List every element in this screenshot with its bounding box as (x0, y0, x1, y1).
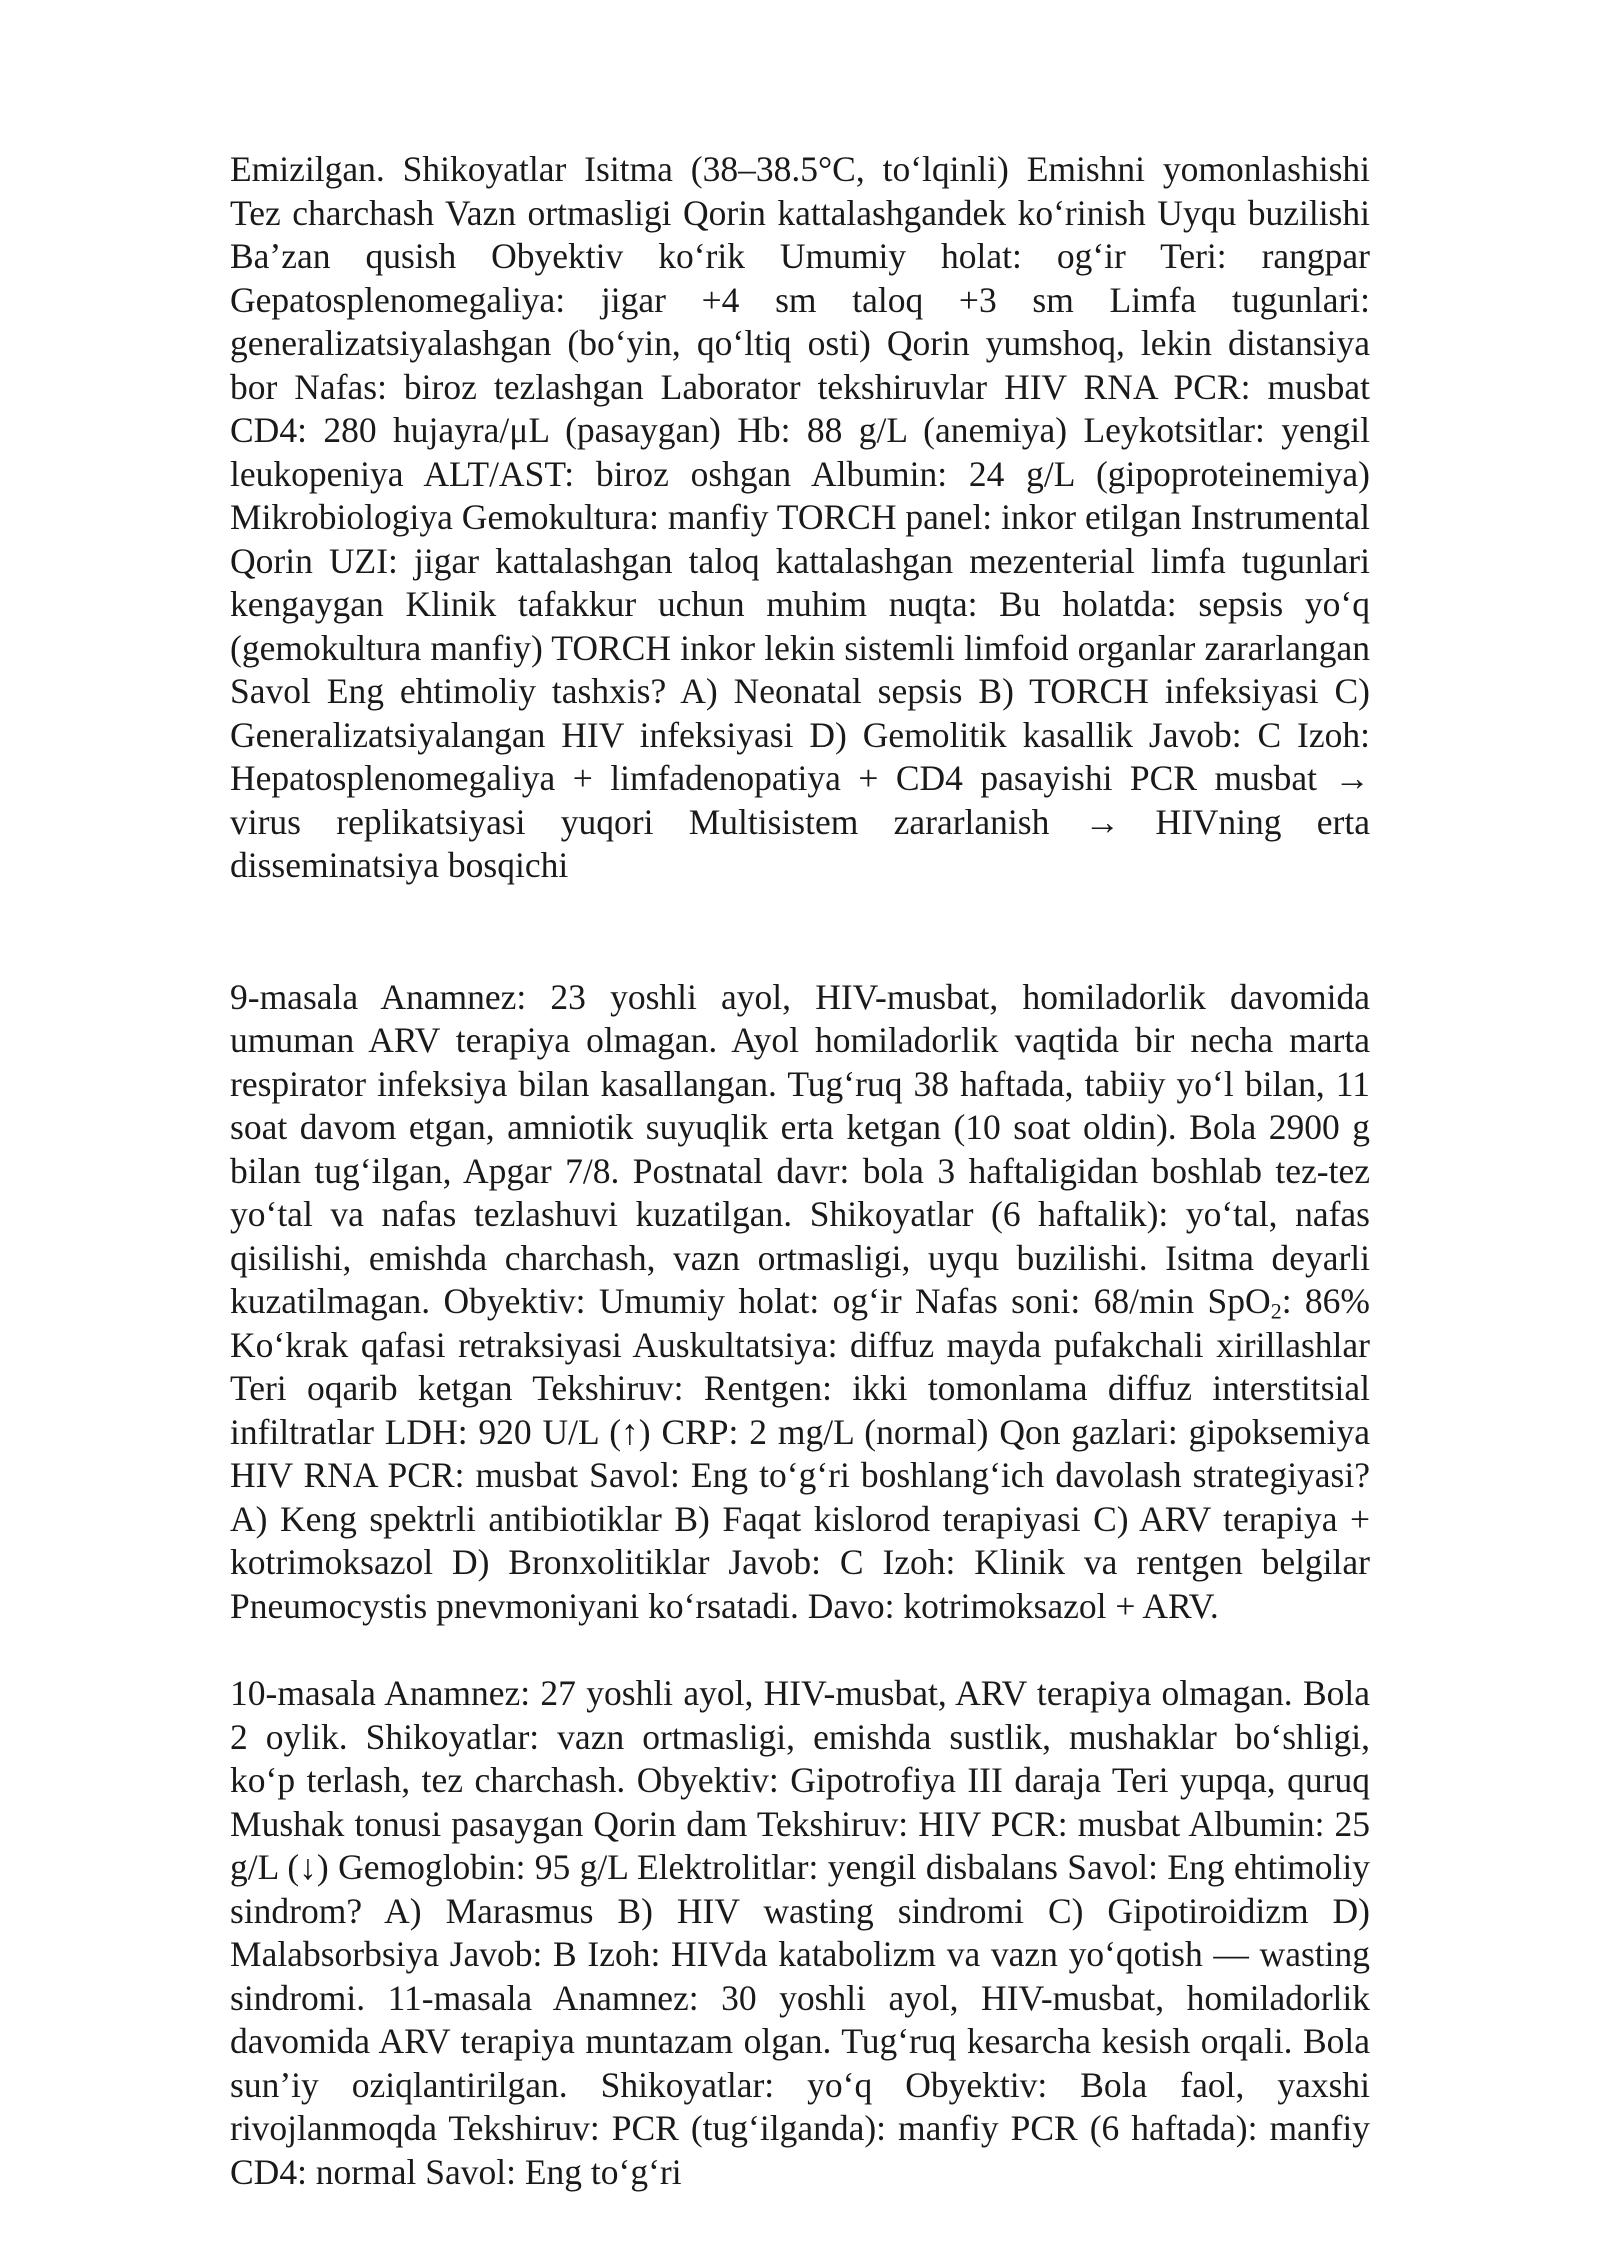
case-9-text-start: 9-masala Anamnez: 23 yoshli ayol, HIV-musbat, homiladorlik davomida umuman ARV terapiya olmagan. Ayol homiladorlik vaqtida bir necha marta respirator infeksiya bilan kasallangan. Tugʻruq 38 haftada, tabiiy yoʻl bilan, 11 soat davom etgan, amniotik suyuqlik erta ketgan (10 soat oldin). Bola 2900 g bilan tugʻilgan, Apgar 7/8. Postnatal davr: bola 3 haftaligidan boshlab tez-tez yoʻtal va nafas tezlashuvi kuzatilgan. Shikoyatlar (6 haftalik): yoʻtal, nafas qisilishi, emishda charchash, vazn ortmasligi, uyqu buzilishi. Isitma deyarli kuzatilmagan. Obyektiv: Umumiy holat: ogʻir Nafas soni: 68/min SpO (230, 976, 1370, 1321)
paragraph-case-9 (230, 976, 1370, 1629)
paragraph-case-10-11: 10-masala Anamnez: 27 yoshli ayol, HIV-musbat, ARV terapiya olmagan. Bola 2 oylik. Shikoyatlar: vazn ortmasligi, emishda sustlik, mushaklar boʻshligi, koʻp terlash, tez charchash. Obyektiv: Gipotrofiya III daraja Teri yupqa, quruq Mushak tonusi pasaygan Qorin dam Tekshiruv: HIV PCR: musbat Albumin: 25 g/L (↓) Gemoglobin: 95 g/L Elektrolitlar: yengil disbalans Savol: Eng ehtimoliy sindrom? A) Marasmus B) HIV wasting sindromi C) Gipotiroidizm D) Malabsorbsiya Javob: B Izoh: HIVda katabolizm va vazn yoʻqotish — wasting sindromi. 11-masala Anamnez: 30 yoshli ayol, HIV-musbat, homiladorlik davomida ARV terapiya muntazam olgan. Tugʻruq kesarcha kesish orqali. Bola sunʼiy oziqlantirilgan. Shikoyatlar: yoʻq Obyektiv: Bola faol, yaxshi rivojlanmoqda Tekshiruv: PCR (tugʻilganda): manfiy PCR (6 haftada): manfiy CD4: normal Savol: Eng toʻgʻri (230, 1673, 1370, 2192)
document-page (230, 148, 1370, 2194)
paragraph-spacer (230, 888, 1370, 976)
spo2-subscript: 2 (1270, 1298, 1282, 1324)
paragraph-case-8-continuation: Emizilgan. Shikoyatlar Isitma (38–38.5°C, toʻlqinli) Emishni yomonlashishi Tez charchash Vazn ortmasligi Qorin kattalashgandek koʻrinish Uyqu buzilishi Baʼzan qusish Obyektiv koʻrik Umumiy holat: ogʻir Teri: rangpar Gepatosplenomegaliya: jigar +4 sm taloq +3 sm Limfa tugunlari: generalizatsiyalashgan (boʻyin, qoʻltiq osti) Qorin yumshoq, lekin distansiya bor Nafas: biroz tezlashgan Laborator tekshiruvlar HIV RNA PCR: musbat CD4: 280 hujayra/μL (pasaygan) Hb: 88 g/L (anemiya) Leykotsitlar: yengil leukopeniya ALT/AST: biroz oshgan Albumin: 24 g/L (gipoproteinemiya) Mikrobiologiya Gemokultura: manfiy TORCH panel: inkor etilgan Instrumental Qorin UZI: jigar kattalashgan taloq kattalashgan mezenterial limfa tugunlari kengaygan Klinik tafakkur uchun muhim nuqta: Bu holatda: sepsis yoʻq (gemokultura manfiy) TORCH inkor lekin sistemli limfoid organlar zararlangan Savol Eng ehtimoliy tashxis? A) Neonatal sepsis B) TORCH infeksiyasi C) Generalizatsiyalangan HIV infeksiyasi D) Gemolitik kasallik Javob: C Izoh: Hepatosplenomegaliya + limfadenopatiya + CD4 pasayishi PCR musbat → virus replikatsiyasi yuqori Multisistem zararlanish → HIVning erta disseminatsiya bosqichi (230, 149, 1370, 885)
case-9-text-end: : 86% Koʻkrak qafasi retraksiyasi Auskultatsiya: diffuz mayda pufakchali xirillashlar Teri oqarib ketgan Tekshiruv: Rentgen: ikki tomonlama diffuz interstitsial infiltratlar LDH: 920 U/L (↑) CRP: 2 mg/L (normal) Qon gazlari: gipoksemiya HIV RNA PCR: musbat Savol: Eng toʻgʻri boshlangʻich davolash strategiyasi? A) Keng spektrli antibiotiklar B) Faqat kislorod terapiyasi C) ARV terapiya + kotrimoksazol D) Bronxolitiklar Javob: C Izoh: Klinik va rentgen belgilar Pneumocystis pnevmoniyani koʻrsatadi. Davo: kotrimoksazol + ARV. (230, 1281, 1370, 1626)
paragraph-spacer (230, 1628, 1370, 1672)
